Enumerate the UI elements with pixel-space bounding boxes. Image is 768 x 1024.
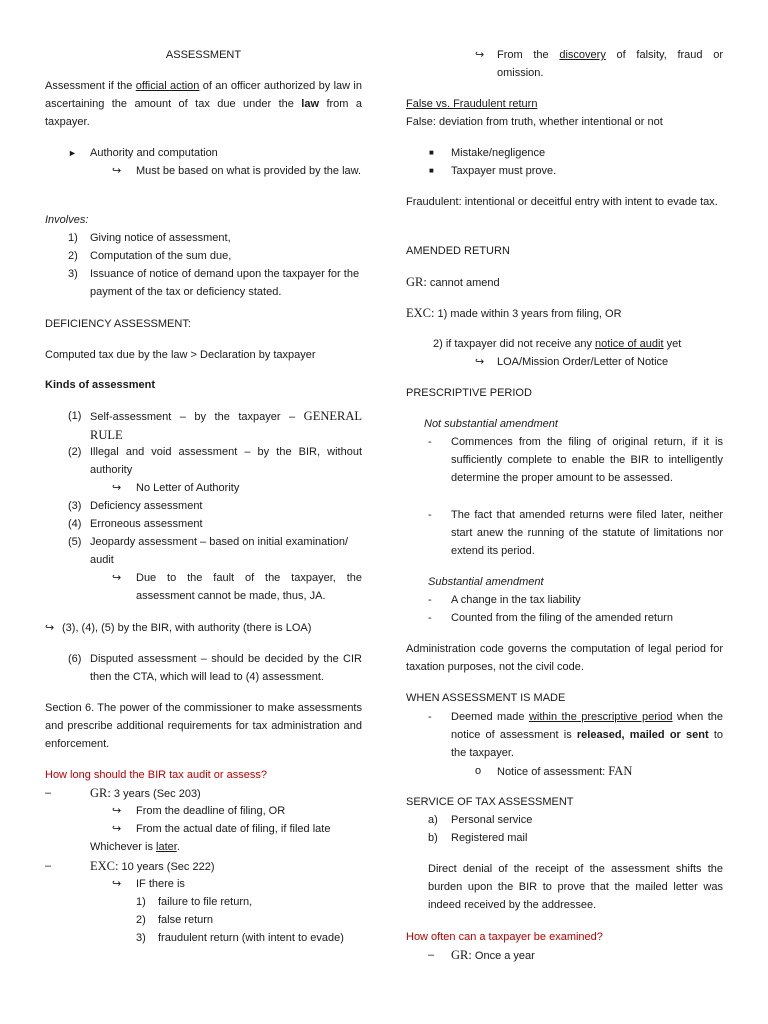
howlong-question: How long should the BIR tax audit or assess? [45,769,267,781]
intro-paragraph: Assessment if the official action of an officer authorized by law in ascertaining the amount of tax due under the law from a taxpayer. [45,80,362,128]
square-bullet-icon: ■ [429,166,434,175]
fraudulent-definition: Fraudulent: intentional or deceitful entry with intent to evade tax. [406,196,718,208]
amended-gr: GR: cannot amend [406,275,500,289]
deficiency-heading: DEFICIENCY ASSESSMENT: [45,318,191,330]
page-title: ASSESSMENT [165,49,242,61]
section-6-paragraph: Section 6. The power of the commissioner to make assessments and prescribe additional requirements for tax administration and enforcement. [45,702,362,750]
hook-arrow-icon [475,46,484,64]
deficiency-text: Computed tax due by the law > Declaration by taxpayer [45,349,316,361]
when-heading: WHEN ASSESSMENT IS MADE [406,692,566,704]
kinds-heading: Kinds of assessment [45,379,156,391]
not-substantial-label: Not substantial amendment [424,418,558,430]
hook-arrow-icon [112,162,121,180]
hook-arrow-icon [112,820,121,838]
amended-heading: AMENDED RETURN [406,245,510,257]
howoften-question: How often can a taxpayer be examined? [406,931,603,943]
involves-label: Involves: [45,214,89,226]
admin-code-paragraph: Administration code governs the computation of legal period for taxation purposes, not the civil code. [406,643,723,673]
square-bullet-icon: ■ [429,148,434,157]
amended-exc: EXC: 1) made within 3 years from filing, OR [406,306,622,320]
hook-arrow-icon [112,569,121,587]
hook-arrow-icon [112,802,121,820]
hook-arrow-icon [112,875,121,893]
substantial-label: Substantial amendment [428,576,544,588]
hook-arrow-icon [475,353,484,371]
hook-arrow-icon [112,479,121,497]
service-heading: SERVICE OF TAX ASSESSMENT [406,796,574,808]
false-definition: False: deviation from truth, whether intentional or not [406,116,663,128]
circle-bullet-icon: o [475,765,482,777]
denial-paragraph: Direct denial of the receipt of the assessment shifts the burden upon the BIR to prove that the mailed letter was indeed received by the addressee. [428,863,723,911]
prescriptive-heading: PRESCRIPTIVE PERIOD [406,387,532,399]
triangle-bullet-icon: ► [68,148,77,158]
hook-arrow-icon [45,619,54,637]
false-vs-fraudulent-heading: False vs. Fraudulent return [406,98,538,110]
